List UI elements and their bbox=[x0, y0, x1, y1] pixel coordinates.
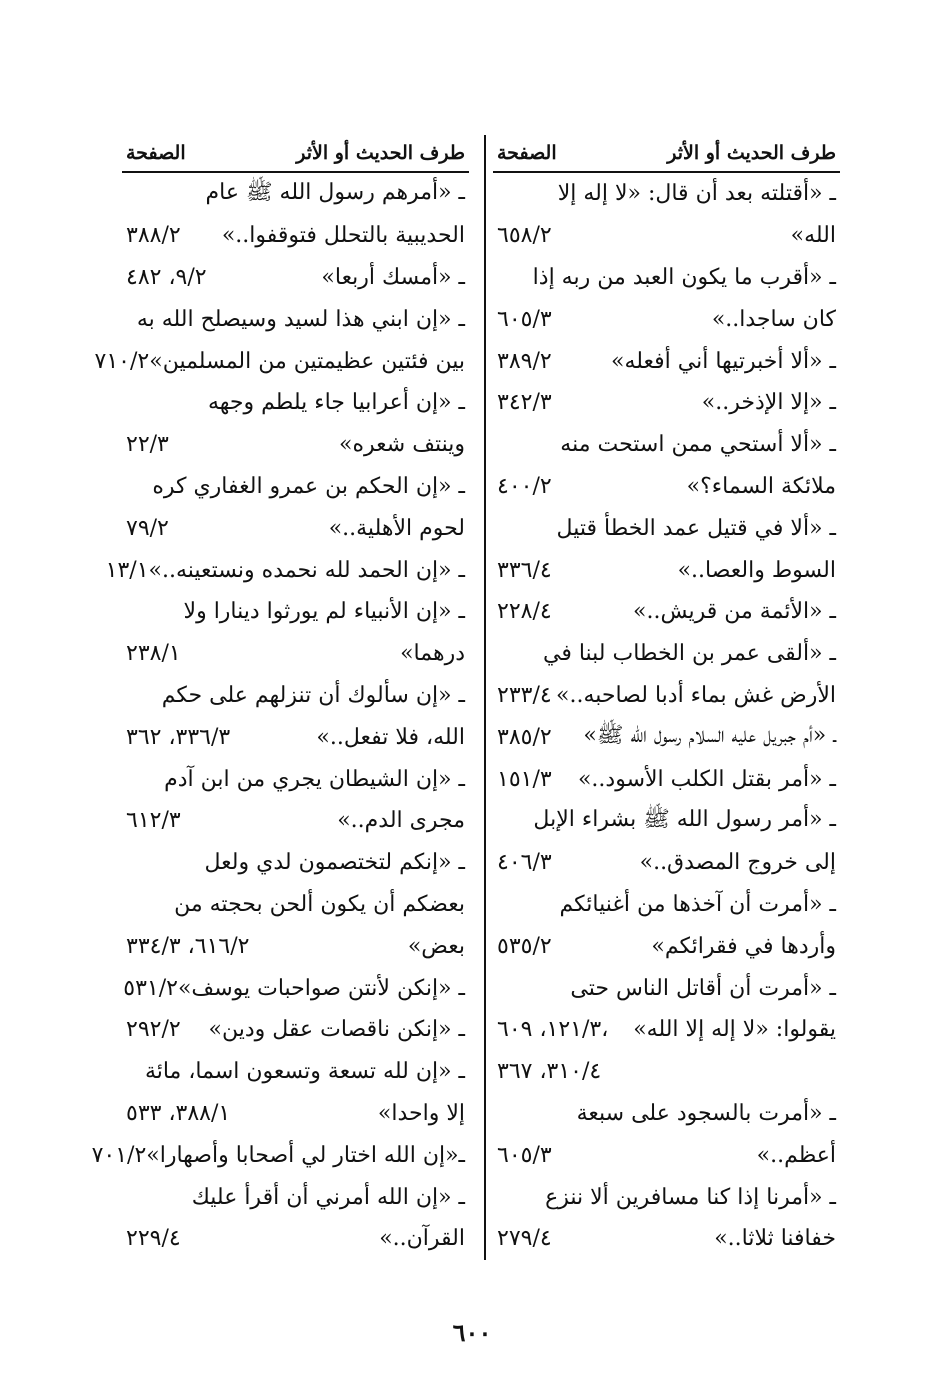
page-reference: ٣٣٦/٤ bbox=[497, 557, 552, 583]
entry-line bbox=[497, 466, 836, 508]
header-hadith-title: طرف الحديث أو الأثر bbox=[296, 142, 465, 164]
hadith-text: السوط والعصا..» bbox=[677, 557, 836, 583]
index-entry bbox=[94, 298, 469, 382]
entry-line bbox=[126, 675, 465, 717]
page-reference: ٧٠١/٢ bbox=[91, 1142, 147, 1168]
page-reference: ١٥١/٣ bbox=[497, 766, 552, 792]
hadith-text: الأرض غش بماء أدبا لصاحبه..» bbox=[556, 682, 836, 708]
hadith-text: ـ «إن الأنبياء لم يورثوا دينارا ولا bbox=[183, 599, 465, 625]
entry-line bbox=[497, 507, 836, 549]
entry-line bbox=[497, 1009, 836, 1051]
hadith-text: درهما» bbox=[400, 641, 465, 667]
hadith-text: ـ «أقرب ما يكون العبد من ربه إذا bbox=[532, 264, 836, 290]
index-entry bbox=[122, 466, 469, 550]
hadith-text: ـ «إن لله تسعة وتسعون اسما، مائة bbox=[144, 1059, 465, 1085]
index-entry bbox=[493, 257, 840, 341]
page-reference: ٤٠٦/٣ bbox=[497, 850, 552, 876]
page-reference: ١٢١/٣، ٦٠٩، bbox=[497, 1017, 609, 1043]
hadith-text: ـ «إن سألوك أن تنزلهم على حكم bbox=[161, 682, 465, 708]
index-entry bbox=[122, 758, 469, 842]
entry-line bbox=[497, 257, 836, 299]
index-entry bbox=[122, 591, 469, 675]
hadith-text: لحوم الأهلية..» bbox=[328, 515, 465, 541]
hadith-text: إلا واحدا» bbox=[377, 1100, 465, 1126]
hadith-text: ـ «ألا أخبرتيها أني أفعله» bbox=[611, 348, 836, 374]
index-entry bbox=[91, 1134, 469, 1176]
hadith-text: ـ «أمرهم رسول الله ﷺ عام bbox=[205, 179, 465, 205]
entry-line bbox=[126, 1093, 465, 1135]
page-reference: ٣٣٦/٣، ٣٦٢ bbox=[126, 724, 231, 750]
entry-line bbox=[497, 173, 836, 215]
header-page-label: الصفحة bbox=[126, 142, 186, 164]
page-reference: ٣٨٩/٢ bbox=[497, 348, 552, 374]
index-entry bbox=[493, 507, 840, 591]
index-entry bbox=[493, 716, 840, 758]
page-reference: ٣٨٨/٢ bbox=[126, 223, 181, 249]
entry-line bbox=[497, 675, 836, 717]
hadith-text: ـ «إلا الإذخر..» bbox=[701, 390, 836, 416]
entry-line bbox=[497, 340, 836, 382]
hadith-text: ـ «الأئمة من قريش..» bbox=[633, 599, 836, 625]
entry-line bbox=[126, 215, 465, 257]
hadith-text: ـ «أقتلته بعد أن قال: «لا إله إلا bbox=[557, 181, 836, 207]
index-column-right bbox=[493, 135, 840, 1260]
hadith-text: إلى خروج المصدق..» bbox=[639, 850, 836, 876]
entry-line bbox=[126, 716, 465, 758]
index-entry bbox=[122, 675, 469, 759]
page-reference: ٦٥٨/٢ bbox=[497, 223, 552, 249]
page-reference: ٧٩/٢ bbox=[126, 515, 169, 541]
page-reference: ٣٨٨/١، ٥٣٣ bbox=[126, 1100, 231, 1126]
hadith-text: ـ «ألقى عمر بن الخطاب لبنا في bbox=[542, 641, 836, 667]
page-reference: ٥٣٥/٢ bbox=[497, 933, 552, 959]
entry-line bbox=[126, 1218, 465, 1260]
index-entry bbox=[122, 1176, 469, 1260]
hadith-text: الله» bbox=[790, 223, 836, 249]
entry-line bbox=[126, 424, 465, 466]
index-entry bbox=[105, 549, 469, 591]
entry-line bbox=[126, 842, 465, 884]
entry-line bbox=[123, 967, 465, 1009]
page-reference: ٢٩٢/٢ bbox=[126, 1017, 181, 1043]
hadith-text: ـ «أمرت بالسجود على سبعة bbox=[576, 1100, 836, 1126]
entry-line bbox=[126, 173, 465, 215]
entry-line bbox=[126, 591, 465, 633]
hadith-text: الحديبية بالتحلل فتوقفوا..» bbox=[221, 223, 465, 249]
page-reference: ٥٣١/٢ bbox=[123, 975, 178, 1001]
hadith-text: القرآن..» bbox=[379, 1226, 465, 1252]
hadith-text: ـ «إنكم لتختصمون لدي ولعل bbox=[204, 850, 465, 876]
hadith-text: ـ«إن الله اختار لي أصحابا وأصهارا» bbox=[146, 1142, 465, 1168]
page-reference: ٢٣٣/٤ bbox=[497, 682, 552, 708]
entry-line bbox=[126, 758, 465, 800]
entry-line bbox=[497, 758, 836, 800]
entry-line bbox=[497, 298, 836, 340]
index-entry bbox=[122, 173, 469, 257]
header-page-label: الصفحة bbox=[497, 142, 557, 164]
hadith-text: ـ «أمر بقتل الكلب الأسود..» bbox=[577, 766, 836, 792]
index-entry bbox=[493, 424, 840, 508]
entry-list bbox=[91, 173, 469, 1260]
header-hadith-title: طرف الحديث أو الأثر bbox=[667, 142, 836, 164]
hadith-text: مجرى الدم..» bbox=[337, 808, 465, 834]
index-entry bbox=[493, 758, 840, 800]
page-reference: ٩/٢، ٤٨٢ bbox=[126, 264, 207, 290]
entry-line bbox=[497, 716, 836, 758]
hadith-text: ـ «أمر رسول الله ﷺ بشراء الإبل bbox=[533, 806, 836, 832]
hadith-text: ـ «إن ابني هذا لسيد وسيصلح الله به bbox=[136, 306, 465, 332]
page-reference: ٦١٢/٣ bbox=[126, 808, 181, 834]
page-reference: ٣٨٥/٢ bbox=[497, 724, 552, 750]
page-reference: ٦٠٥/٣ bbox=[497, 1142, 552, 1168]
entry-line bbox=[497, 424, 836, 466]
entry-line bbox=[91, 1134, 465, 1176]
page-reference: ٢٣٨/١ bbox=[126, 641, 181, 667]
hadith-text: كان ساجدا..» bbox=[711, 306, 836, 332]
hadith-text: ـ «إنكن لأنتن صواحبات يوسف» bbox=[177, 975, 465, 1001]
index-entry bbox=[122, 967, 469, 1009]
page-reference: ٧١٠/٢ bbox=[94, 348, 150, 374]
hadith-text: ـ «إن الله أمرني أن أقرأ عليك bbox=[191, 1184, 465, 1210]
entry-line bbox=[126, 1176, 465, 1218]
entry-line bbox=[497, 215, 836, 257]
hadith-text: ـ «إن الشيطان يجري من ابن آدم bbox=[164, 766, 465, 792]
index-entry bbox=[493, 1176, 840, 1260]
page-reference: ٣١٠/٤، ٣٦٧ bbox=[497, 1059, 602, 1085]
index-column-left bbox=[91, 135, 469, 1260]
entry-line bbox=[497, 1093, 836, 1135]
index-entry bbox=[493, 1093, 840, 1177]
index-entry bbox=[493, 800, 840, 884]
index-entry bbox=[493, 884, 840, 968]
hadith-text: ـ «أمسك أربعا» bbox=[321, 264, 465, 290]
entry-line bbox=[126, 507, 465, 549]
hadith-text: ـ «أم جبريل عليه السلام رسول الله ﷺ» bbox=[583, 723, 836, 749]
hadith-text: خفافنا ثلاثا..» bbox=[714, 1226, 836, 1252]
entry-line bbox=[126, 1009, 465, 1051]
index-entry bbox=[493, 591, 840, 633]
hadith-text: بعض» bbox=[407, 933, 465, 959]
index-entry bbox=[122, 1051, 469, 1135]
page-reference: ٢٢٩/٤ bbox=[126, 1226, 181, 1252]
entry-line bbox=[497, 1051, 836, 1093]
hadith-text: ملائكة السماء؟» bbox=[686, 473, 836, 499]
entry-line bbox=[126, 884, 465, 926]
hadith-text: يقولوا: «لا إله إلا الله» bbox=[633, 1017, 836, 1043]
entry-line bbox=[497, 549, 836, 591]
index-entry bbox=[122, 382, 469, 466]
entry-line bbox=[497, 842, 836, 884]
hadith-text: ـ «إن الحكم بن عمرو الغفاري كره bbox=[152, 473, 465, 499]
entry-line bbox=[497, 800, 836, 842]
hadith-text: الله، فلا تفعل..» bbox=[316, 724, 465, 750]
hadith-text: ـ «إن الحمد لله نحمده ونستعينه..» bbox=[148, 557, 465, 583]
page-reference: ١٣/١ bbox=[105, 557, 149, 583]
entry-line bbox=[497, 1218, 836, 1260]
hadith-text: ـ «ألا في قتيل عمد الخطأ قتيل bbox=[556, 515, 836, 541]
entry-line bbox=[497, 633, 836, 675]
page-reference: ٦٠٥/٣ bbox=[497, 306, 552, 332]
hadith-text: ـ «إن أعرابيا جاء يلطم وجهه bbox=[208, 390, 465, 416]
entry-line bbox=[126, 257, 465, 299]
hadith-text: ـ «ألا أستحي ممن استحت منه bbox=[560, 432, 836, 458]
page-number: ٦٠٠ bbox=[452, 1318, 492, 1347]
entry-line bbox=[497, 1176, 836, 1218]
entry-line bbox=[497, 925, 836, 967]
hadith-text: ـ «أمرت أن آخذها من أغنيائكم bbox=[559, 891, 836, 917]
page-reference: ٢٢/٣ bbox=[126, 432, 169, 458]
hadith-text: أعظم..» bbox=[756, 1142, 836, 1168]
index-entry bbox=[122, 1009, 469, 1051]
entry-line bbox=[126, 800, 465, 842]
page-reference: ٤٠٠/٢ bbox=[497, 473, 552, 499]
index-entry bbox=[122, 842, 469, 967]
entry-line bbox=[497, 967, 836, 1009]
column-header bbox=[493, 135, 840, 173]
entry-line bbox=[126, 298, 465, 340]
index-entry bbox=[493, 1051, 840, 1093]
hadith-text: بعضكم أن يكون ألحن بحجته من bbox=[174, 891, 465, 917]
page-reference: ٦١٦/٢، ٣٣٤/٣ bbox=[126, 933, 250, 959]
index-entry bbox=[122, 257, 469, 299]
entry-line bbox=[497, 591, 836, 633]
entry-line bbox=[94, 340, 465, 382]
index-entry bbox=[493, 633, 840, 717]
entry-line bbox=[497, 884, 836, 926]
entry-line bbox=[497, 382, 836, 424]
hadith-text: ـ «أمرنا إذا كنا مسافرين ألا ننزع bbox=[545, 1184, 836, 1210]
entry-line bbox=[126, 382, 465, 424]
hadith-text: ـ «إنكن ناقصات عقل ودين» bbox=[208, 1017, 465, 1043]
entry-line bbox=[126, 925, 465, 967]
page-reference: ٣٤٢/٣ bbox=[497, 390, 552, 416]
index-entry bbox=[493, 382, 840, 424]
column-header bbox=[122, 135, 469, 173]
entry-line bbox=[105, 549, 465, 591]
hadith-text: ـ «أمرت أن أقاتل الناس حتى bbox=[570, 975, 836, 1001]
page-reference: ٢٢٨/٤ bbox=[497, 599, 552, 625]
hadith-text: وأردها في فقرائكم» bbox=[651, 933, 836, 959]
column-divider bbox=[484, 135, 486, 1260]
index-entry bbox=[493, 173, 840, 257]
entry-line bbox=[126, 466, 465, 508]
hadith-text: بين فئتين عظيمتين من المسلمين» bbox=[149, 348, 465, 374]
entry-line bbox=[126, 633, 465, 675]
entry-line bbox=[126, 1051, 465, 1093]
index-entry bbox=[493, 340, 840, 382]
entry-line bbox=[497, 1134, 836, 1176]
entry-list bbox=[493, 173, 840, 1260]
page-reference: ٢٧٩/٤ bbox=[497, 1226, 552, 1252]
hadith-text: وينتف شعره» bbox=[339, 432, 465, 458]
index-entry bbox=[493, 967, 840, 1051]
